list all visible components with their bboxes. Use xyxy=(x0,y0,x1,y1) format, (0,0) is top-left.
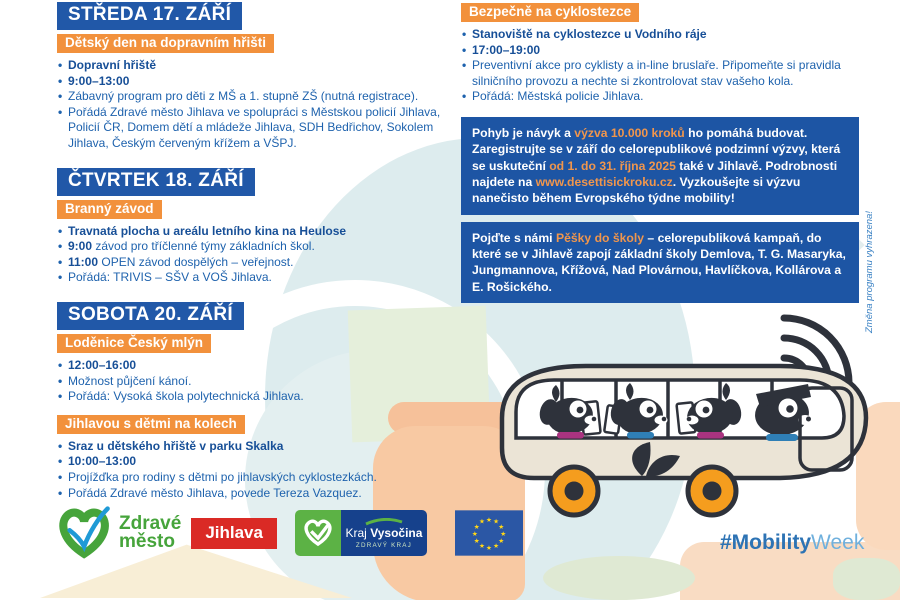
event-bullet: • Pořádá: Městská policie Jihlava. xyxy=(461,89,859,105)
info-box-10000-steps: Pohyb je návyk a výzva 10.000 kroků ho pomáhá budovat. Zaregistrujte se v září do celorepublikové podzimní výzvy, která se uskuteční od 1. do 31. října 2025 také v Jihlavě. Podrobnosti najdete na www.desettisickroku.cz. Vyzkoušejte si výzvu nanečisto během Evropského týdne mobility! xyxy=(461,117,859,215)
svg-text:★: ★ xyxy=(486,544,492,553)
kraj-heart-icon xyxy=(295,510,341,556)
event-bullet: • Pořádá: TRIVIS – SŠV a VOŠ Jihlava. xyxy=(57,270,459,286)
info-box-walk-to-school: Pojďte s námi Pěšky do školy – celorepubliková kampaň, do které se v Jihlavě zapojí základní školy Demlova, T. G. Masaryka, Jungmannova, Křížová, Nad Plovárnou, Havlíčkova, Kollárova a E. Rošického. xyxy=(461,222,859,303)
date-range-highlight: od 1. do 31. října 2025 xyxy=(549,158,676,173)
event-bullet-list xyxy=(57,439,459,501)
svg-text:★: ★ xyxy=(498,522,505,531)
svg-text:★: ★ xyxy=(493,517,500,526)
event-bullet: • 10:00–13:00 xyxy=(57,454,459,470)
event-bullet: • 9:00 závod pro tříčlenné týmy základních škol. xyxy=(57,239,459,255)
kraj-vysocina-logo xyxy=(295,510,427,556)
event-bullet: • 17:00–19:00 xyxy=(461,43,859,59)
event-bullet-list xyxy=(57,224,459,286)
event-bullet: • Projížďka pro rodiny s dětmi po jihlavských cyklostezkách. xyxy=(57,470,459,486)
event-label: Loděnice Český mlýn xyxy=(57,334,211,353)
event-label: Dětský den na dopravním hřišti xyxy=(57,34,274,53)
event-bullet: • Pořádá Zdravé město Jihlava, povede Tereza Vazquez. xyxy=(57,486,459,502)
event-bullet: • Stanoviště na cyklostezce u Vodního ráje xyxy=(461,27,859,43)
event-bullet: • 11:00 OPEN závod dospělých – veřejnost. xyxy=(57,255,459,271)
eu-flag-icon xyxy=(455,510,523,556)
bus-wheel xyxy=(688,467,736,515)
event-bullet: • Travnatá plocha u areálu letního kina na Heulose xyxy=(57,224,459,240)
svg-text:★: ★ xyxy=(500,529,507,538)
svg-text:★: ★ xyxy=(473,522,480,531)
bus-illustration xyxy=(482,296,880,524)
event-bullet: • 9:00–13:00 xyxy=(57,74,459,90)
event-bullet: • Pořádá: Vysoká škola polytechnická Jihlava. xyxy=(57,389,459,405)
desettisickroku-link[interactable]: www.desettisickroku.cz xyxy=(535,175,673,189)
footer-logos xyxy=(57,502,587,564)
event-bullet-list xyxy=(461,27,859,105)
event-label: Branný závod xyxy=(57,200,162,219)
event-bullet: • Dopravní hřiště xyxy=(57,58,459,74)
svg-text:★: ★ xyxy=(473,537,480,546)
program-change-note: Změna programu vyhrazena! xyxy=(864,211,875,333)
mobility-week-hashtag: #MobilityWeek xyxy=(720,531,865,554)
svg-text:★: ★ xyxy=(498,537,505,546)
zdrave-mesto-logo-text: Zdravé město xyxy=(119,512,182,552)
event-label: Bezpečně na cyklostezce xyxy=(461,3,639,22)
event-bullet: • Preventivní akce pro cyklisty a in-line bruslaře. Připomeňte si pravidla silničního provozu a nechte si zkontrolovat stav vašeho kola. xyxy=(461,58,859,89)
jihlava-logo: Jihlava xyxy=(191,518,277,549)
event-bullet: • Sraz u dětského hřiště v parku Skalka xyxy=(57,439,459,455)
zdrave-mesto-heart-icon xyxy=(57,506,113,560)
svg-text:★: ★ xyxy=(478,517,485,526)
schedule-right-column xyxy=(461,3,859,303)
day-header-thursday: ČTVRTEK 18. ZÁŘÍ xyxy=(57,168,255,196)
schedule-left-column xyxy=(57,2,459,507)
svg-text:★: ★ xyxy=(493,542,500,551)
day-header-wednesday: STŘEDA 17. ZÁŘÍ xyxy=(57,2,242,30)
pesky-do-skoly-highlight: Pěšky do školy xyxy=(555,230,645,245)
kraj-logo-text: Kraj Vysočina ZDRAVÝ KRAJ xyxy=(341,510,427,556)
event-bullet: • Pořádá Zdravé město Jihlava ve spolupráci s Městskou policií Jihlava, Policií ČR, Domem dětí a mládeže Jihlava, SDH Bedřichov, Sokolem Jihlava, Českým červeným křížem a VŠPJ. xyxy=(57,105,459,152)
svg-text:★: ★ xyxy=(478,542,485,551)
steps-challenge-highlight: výzva 10.000 kroků xyxy=(574,125,685,140)
event-bullet-list xyxy=(57,358,459,405)
svg-text:★: ★ xyxy=(486,515,492,524)
day-header-saturday: SOBOTA 20. ZÁŘÍ xyxy=(57,302,244,330)
svg-text:★: ★ xyxy=(471,529,478,538)
event-bullet: • Možnost půjčení kánoí. xyxy=(57,374,459,390)
event-label: Jihlavou s dětmi na kolech xyxy=(57,415,245,434)
event-bullet: • Zábavný program pro děti z MŠ a 1. stupně ZŠ (nutná registrace). xyxy=(57,89,459,105)
event-bullet: • 12:00–16:00 xyxy=(57,358,459,374)
bg-green-corner xyxy=(833,558,900,600)
event-bullet-list xyxy=(57,58,459,152)
